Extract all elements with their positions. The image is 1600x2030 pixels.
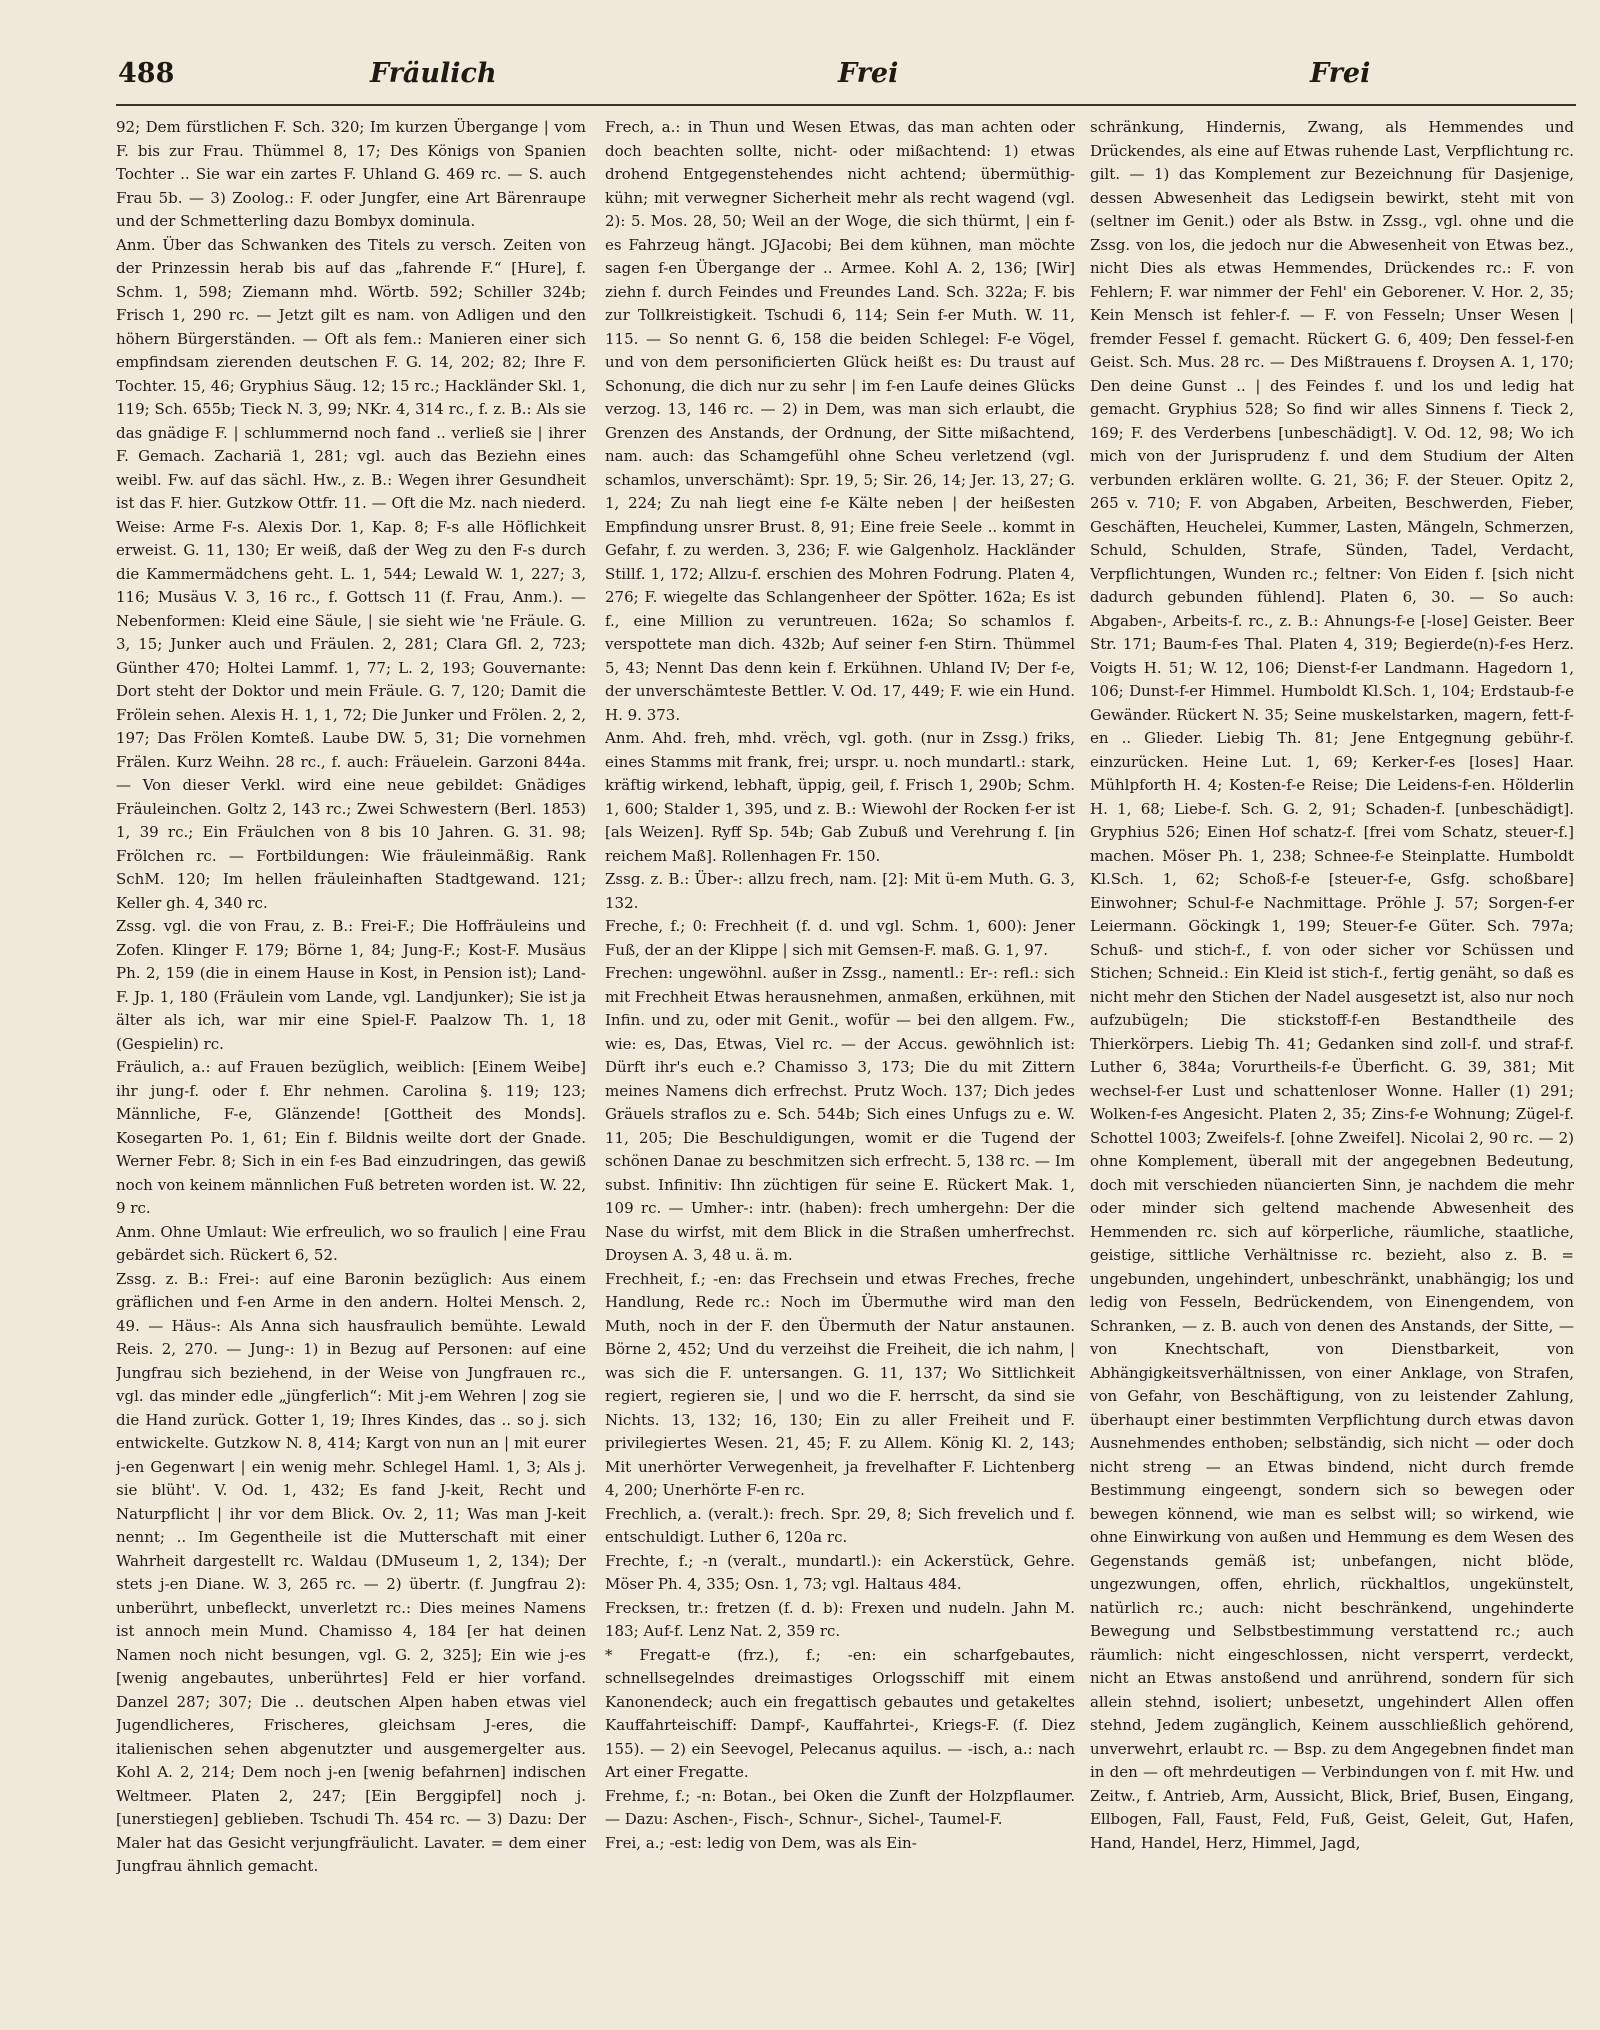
entry-paragraph: Zssg. vgl. die von Frau, z. B.: Frei-F.; Die Hoffräuleins und Zofen. Klinger F. 179; Börne 1, 84; Jung-F.; Kost-F. Musäus Ph. 2, 159 (die in einem Hause in Kost, in Pension ist); Land-F. Jp. 1, 180 (Fräulein vom Lande, vgl. Landjunker); Sie ist ja älter als ich, war mir eine Spiel-F. Paalzow Th. 1, 18 (Gespielin) rc. — [116, 917, 586, 1053]
entry-paragraph: Frecksen, tr.: fretzen (f. d. b): Frexen und nudeln. Jahn M. 183; Auf-f. Lenz Nat. 2, 359 rc. — [605, 1598, 1075, 1640]
entry-paragraph: * Fregatt-e (frz.), f.; -en: ein scharfgebautes, schnellsegelndes dreimastiges Orlogsschiff mit einem Kanonendeck; auch ein fregattisch gebautes und getakeltes Kauffahrteischiff: Dampf-, Kauffahrtei-, Kriegs-F. (f. Diez 155). — 2) ein Seevogel, Pelecanus aquilus. — -isch, a.: nach Art einer Fregatte. — [605, 1645, 1075, 1781]
header-rule — [116, 104, 1576, 106]
entry-paragraph: Zssg. z. B.: Frei-: auf eine Baronin bezüglich: Aus einem gräflichen und f-en Arme in den andern. Holtei Mensch. 2, 49. — Häus-: Als Anna sich hausfraulich bemühte. Lewald Reis. 2, 270. — Jung-: 1) in Bezug auf Personen: auf eine Jungfrau sich beziehend, in der Weise von Jungfrauen rc., vgl. das minder edle „jüngferlich“: Mit j-em Wehren | zog sie die Hand zurück. Gotter 1, 19; Ihres Kindes, das .. so j. sich entwickelte. Gutzkow N. 8, 414; Kargt von nun an | mit eurer j-en Gegenwart | ein wenig mehr. Schlegel Haml. 1, 3; Als j. sie blüht'. V. Od. 1, 432; Es fand J-keit, Recht und Naturpflicht | ihr vor dem Blick. Ov. 2, 11; Was man J-keit nennt; .. Im Gegentheile ist die Mutterschaft mit einer Wahrheit dargestellt rc. Waldau (DMuseum 1, 2, 134); Der stets j-en Diane. W. 3, 265 rc. — 2) übertr. (f. Jungfrau 2): unberührt, unbefleckt, unverletzt rc.: Dies meines Namens ist annoch mein Mund. Chamisso 4, 184 [er hat deinen Namen noch nicht besungen, vgl. G. 2, 325]; Ein wie j-es [wenig angebautes, unberührtes] Feld er hier vorfand. Danzel 287; 307; Die .. deutschen Alpen haben etwas viel Jugendlicheres, Frischeres, gleichsam J-eres, die italienischen sehen abgenutzter und ausgemergelter aus. Kohl A. 2, 214; Dem noch j-en [wenig befahrnen] indischen Weltmeer. Platen 2, 247; [Ein Berggipfel] noch j. [unerstiegen] geblieben. Tschudi Th. 454 rc. — 3) Dazu: Der Maler hat das Gesicht verjungfräulicht. Lavater. = dem einer Jungfrau ähnlich gemacht. — [116, 1269, 586, 1875]
entry-paragraph: Frechheit, f.; -en: das Frechsein und etwas Freches, freche Handlung, Rede rc.: Noch im Übermuthe wird man den Muth, noch in der F. den Übermuth der Natur anstaunen. Börne 2, 452; Und du verzeihst die Freiheit, die ich nahm, | was sich die F. untersangen. G. 11, 137; Wo Sittlichkeit regiert, regieren sie, | und wo die F. herrscht, da sind sie Nichts. 13, 132; 16, 130; Ein zu aller Freiheit und F. privilegiertes Wesen. 21, 45; F. zu Allem. König Kl. 2, 143; Mit unerhörter Verwegenheit, ja frevelhafter F. Lichtenberg 4, 200; Unerhörte F-en rc. — [605, 1269, 1075, 1499]
entry-paragraph: Frei, a.; -est: ledig von Dem, was als Ein- — [605, 1833, 917, 1852]
entry-paragraph: Freche, f.; 0: Frechheit (f. d. und vgl. Schm. 1, 600): Jener Fuß, der an der Klippe | sich mit Gemsen-F. maß. G. 1, 97. — [605, 917, 1075, 959]
column-middle — [605, 116, 1075, 2006]
entry-paragraph: Frehme, f.; -n: Botan., bei Oken die Zunft der Holzpflaumer. — Dazu: Aschen-, Fisch-, Schnur-, Sichel-, Taumel-F. — [605, 1786, 1075, 1828]
entry-paragraph: Anm. Ohne Umlaut: Wie erfreulich, wo so fraulich | eine Frau gebärdet sich. Rückert 6, 52. — [116, 1222, 586, 1264]
page-number: 488 — [118, 58, 175, 89]
entry-paragraph: Zssg. z. B.: Über-: allzu frech, nam. [2]: Mit ü-em Muth. G. 3, 132. — [605, 870, 1075, 912]
column-left — [116, 116, 586, 2006]
entry-paragraph: Anm. Über das Schwanken des Titels zu versch. Zeiten von der Prinzessin herab bis auf das „fahrende F.“ [Hure], f. Schm. 1, 598; Ziemann mhd. Wörtb. 592; Schiller 324b; Frisch 1, 290 rc. — Jetzt gilt es nam. von Adligen und den höhern Bürgerständen. — Oft als fem.: Manieren einer sich empfindsam zierenden deutschen F. G. 14, 202; 82; Ihre F. Tochter. 15, 46; Gryphius Säug. 12; 15 rc.; Hackländer Skl. 1, 119; Sch. 655b; Tieck N. 3, 99; NKr. 4, 314 rc., f. z. B.: Als sie das gnädige F. | schlummernd noch fand .. verließ sie | ihrer F. Gemach. Zachariä 1, 281; vgl. auch das Beziehn eines weibl. Fw. auf das sächl. Hw., z. B.: Wegen ihrer Gesundheit ist das F. hier. Gutzkow Ottfr. 11. — Oft die Mz. nach niederd. Weise: Arme F-s. Alexis Dor. 1, Kap. 8; F-s alle Höflichkeit erweist. G. 11, 130; Er weiß, daß der Weg zu den F-s durch die Kammermädchens geht. L. 1, 544; Lewald W. 1, 227; 3, 116; Musäus V. 3, 16 rc., f. Gottsch 11 (f. Frau, Anm.). — Nebenformen: Kleid eine Säule, | sie sieht wie 'ne Fräule. G. 3, 15; Junker auch und Fräulen. 2, 281; Clara Gfl. 2, 723; Günther 470; Holtei Lammf. 1, 77; L. 2, 193; Gouvernante: Dort steht der Doktor und mein Fräule. G. 7, 120; Damit die Frölein sehen. Alexis H. 1, 1, 72; Die Junker und Frölen. 2, 2, 197; Das Frölen Komteß. Laube DW. 5, 31; Die vornehmen Frälen. Kurz Weihn. 28 rc., f. auch: Fräuelein. Garzoni 844a. — Von dieser Verkl. wird eine neue gebildet: Gnädiges Fräuleinchen. Goltz 2, 143 rc.; Zwei Schwestern (Berl. 1853) 1, 39 rc.; Ein Fräulchen von 8 bis 10 Jahren. G. 31. 98; Frölchen rc. — Fortbildungen: Wie fräuleinmäßig. Rank SchM. 120; Im hellen fräuleinhaften Stadtgewand. 121; Keller gh. 4, 340 rc. — [116, 235, 586, 912]
entry-paragraph: schränkung, Hindernis, Zwang, als Hemmendes und Drückendes, als eine auf Etwas ruhende Last, Verpflichtung rc. gilt. — 1) das Komplement zur Bezeichnung für Dasjenige, dessen Abwesenheit das Ledigsein bewirkt, steht mit von (seltner im Genit.) oder als Bstw. in Zssg., vgl. ohne und die Zssg. von los, die jedoch nur die Abwesenheit von Etwas bez., nicht Dies als etwas Hemmendes, Drückendes rc.: F. von Fehlern; F. war nimmer der Fehl' ein Geborener. V. Hor. 2, 35; Kein Mensch ist fehler-f. — F. von Fesseln; Unser Wesen | fremder Fessel f. gemacht. Rückert G. 6, 409; Den fessel-f-en Geist. Sch. Mus. 28 rc. — Des Mißtrauens f. Droysen A. 1, 170; Den deine Gunst .. | des Feindes f. und los und ledig hat gemacht. Gryphius 528; So find wir alles Sinnens f. Tieck 2, 169; F. des Verderbens [unbeschädigt]. V. Od. 12, 98; Wo ich mich von der Jurisprudenz f. und dem Studium der Alten verbunden erklären wollte. G. 21, 36; F. der Steuer. Opitz 2, 265 v. 710; F. von Abgaben, Arbeiten, Beschwerden, Fieber, Geschäften, Heuchelei, Kummer, Lasten, Mängeln, Schmerzen, Schuld, Schulden, Strafe, Sünden, Tadel, Verdacht, Verpflichtungen, Wunden rc.; feltner: Von Eiden f. [sich nicht dadurch gebunden fühlend]. Platen 6, 30. — So auch: Abgaben-, Arbeits-f. rc., z. B.: Ahnungs-f-e [-lose] Geister. Beer Str. 171; Baum-f-es Thal. Platen 4, 319; Begierde(n)-f-es Herz. Voigts H. 51; W. 12, 106; Dienst-f-er Landmann. Hagedorn 1, 106; Dunst-f-er Himmel. Humboldt Kl.Sch. 1, 104; Erdstaub-f-e Gewänder. Rückert N. 35; Seine muskelstarken, magern, fett-f-en .. Glieder. Liebig Th. 81; Jene Entgegnung gebühr-f. einzurücken. Heine Lut. 1, 69; Kerker-f-es [loses] Haar. Mühlpforth H. 4; Kosten-f-e Reise; Die Leidens-f-en. Hölderlin H. 1, 68; Liebe-f. Sch. G. 2, 91; Schaden-f. [unbeschädigt]. Gryphius 526; Einen Hof schatz-f. [frei vom Schatz, steuer-f.] machen. Möser Ph. 1, 238; Schnee-f-e Steinplatte. Humboldt Kl.Sch. 1, 62; Schoß-f-e [steuer-f-e, Gsfg. schoßbare] Einwohner; Schul-f-e Nachmittage. Pröhle J. 57; Sorgen-f-er Leiermann. Göckingk 1, 199; Steuer-f-e Güter. Sch. 797a; Schuß- und stich-f., f. von oder sicher vor Schüssen und Stichen; Schneid.: Ein Kleid ist stich-f., fertig genäht, so daß es nicht mehr den Stichen der Nadel ausgesetzt ist, also nur noch aufzubügeln; Die stickstoff-f-en Bestandtheile des Thierkörpers. Liebig Th. 41; Gedanken sind zoll-f. und straf-f. Luther 6, 384a; Vorurtheils-f-e Überficht. G. 39, 381; Mit wechsel-f-er Lust und schattenloser Wonne. Haller (1) 291; Wolken-f-es Angesicht. Platen 2, 35; Zins-f-e Wohnung; Zügel-f. Schottel 1003; Zweifels-f. [ohne Zweifel]. Nicolai 2, 90 rc. — 2) ohne Komplement, überall mit der angegebnen Bedeutung, doch mit verschieden nüancierten Sinn, je nachdem die mehr oder minder sich geltend machende Abwesenheit des Hemmenden rc. sich auf körperliche, räumliche, staatliche, geistige, sittliche Verhältnisse rc. bezieht, also z. B. = ungebunden, ungehindert, unbeschränkt, unabhängig; los und ledig von Fesseln, Bedrückendem, von Einengendem, von Schranken, — z. B. auch von denen des Anstands, der Sitte, — von Knechtschaft, von Dienstbarkeit, von Abhängigkeitsverhältnissen, von einer Anklage, von Strafen, von Gefahr, von Beschäftigung, von zu leistender Zahlung, überhaupt einer bestimmten Verpflichtung durch etwas davon Ausnehmendes enthoben; selbständig, sich nicht — oder doch nicht streng — an Etwas bindend, nicht durch fremde Bestimmung eingeengt, sondern sich so bewegen oder bewegen könnend, wie man es selbst will; so wirkend, wie ohne Einwirkung von außen und Hemmung es dem Wesen des Gegenstands gemäß ist; unbefangen, nicht blöde, ungezwungen, offen, ehrlich, rückhaltlos, ungekünstelt, natürlich rc.; auch: nicht beschränkend, ungehinderte Bewegung und Selbstbestimmung verstattend rc.; auch räumlich: nicht eingeschlossen, nicht versperrt, verdeckt, nicht an Etwas anstoßend und anrührend, sondern für sich allein stehnd, isoliert; unbesetzt, ungehindert Allen offen stehnd, Jedem zugänglich, Keinem ausschließlich gehörend, unverwehrt, erlaubt rc. — Bsp. zu dem Angegebnen findet man in den — oft mehrdeutigen — Verbindungen von f. mit Hw. und Zeitw., f. Antrieb, Arm, Aussicht, Blick, Brief, Busen, Eingang, Ellbogen, Fall, Faust, Feld, Fuß, Geist, Geleit, Gut, Hafen, Hand, Handel, Herz, Himmel, Jagd, — [1090, 118, 1574, 1852]
entry-paragraph: Fräulich, a.: auf Frauen bezüglich, weiblich: [Einem Weibe] ihr jung-f. oder f. Ehr nehmen. Carolina §. 119; 123; Männliche, F-e, Glänzende! [Gottheit des Monds]. Kosegarten Po. 1, 61; Ein f. Bildnis weilte dort der Gnade. Werner Febr. 8; Sich in ein f-es Bad einzudringen, das gewiß noch von keinem männlichen Fuß betreten worden ist. W. 22, 9 rc. — [116, 1058, 586, 1217]
left-headword: Fräulich — [370, 58, 497, 89]
right-headword: Frei — [1310, 58, 1371, 89]
middle-headword: Frei — [838, 58, 899, 89]
column-right — [1090, 116, 1574, 2006]
entry-paragraph: Anm. Ahd. freh, mhd. vrëch, vgl. goth. (nur in Zssg.) friks, eines Stamms mit frank, frei; urspr. u. noch mundartl.: stark, kräftig wirkend, lebhaft, üppig, geil, f. Frisch 1, 290b; Schm. 1, 600; Stalder 1, 395, und z. B.: Wiewohl der Rocken f-er ist [als Weizen]. Ryff Sp. 54b; Gab Zubuß und Verehrung f. [in reichem Maß]. Rollenhagen Fr. 150. — [605, 729, 1075, 865]
entry-paragraph: Frechte, f.; -n (veralt., mundartl.): ein Ackerstück, Gehre. Möser Ph. 4, 335; Osn. 1, 73; vgl. Haltaus 484. — [605, 1551, 1075, 1593]
entry-paragraph: 92; Dem fürstlichen F. Sch. 320; Im kurzen Übergange | vom F. bis zur Frau. Thümmel 8, 17; Des Königs von Spanien Tochter .. Sie war ein zartes F. Uhland G. 469 rc. — S. auch Frau 5b. — 3) Zoolog.: F. oder Jungfer, eine Art Bärenraupe und der Schmetterling dazu Bombyx dominula. — [116, 118, 586, 230]
entry-paragraph: Frechen: ungewöhnl. außer in Zssg., namentl.: Er-: refl.: sich mit Frechheit Etwas herausnehmen, anmaßen, erkühnen, mit Infin. und zu, oder mit Genit., wofür — bei den allgem. Fw., wie: es, Das, Etwas, Viel rc. — der Accus. gewöhnlich ist: Dürft ihr's euch e.? Chamisso 3, 173; Die du mit Zittern meines Namens dich erfrechst. Prutz Woch. 137; Dich jedes Gräuels straflos zu e. Sch. 544b; Sich eines Unfugs zu e. W. 11, 205; Die Beschuldigungen, womit er die Tugend der schönen Danae zu beschmitzen sich erfrecht. 5, 138 rc. — Im subst. Infinitiv: Ihn züchtigen für seine E. Rückert Mak. 1, 109 rc. — Umher-: intr. (haben): frech umhergehn: Der die Nase du wirfst, mit dem Blick in die Straßen umherfrechst. Droysen A. 3, 48 u. ä. m. — [605, 964, 1075, 1264]
page-header — [0, 58, 1600, 98]
entry-paragraph: Frech, a.: in Thun und Wesen Etwas, das man achten oder doch beachten sollte, nicht- oder mißachtend: 1) etwas drohend Entgegenstehendes nicht achtend; übermüthig-kühn; mit verwegner Sicherheit mehr als recht wagend (vgl. 2): 5. Mos. 28, 50; Weil an der Woge, die sich thürmt, | ein f-es Fahrzeug hängt. JGJacobi; Bei dem kühnen, man möchte sagen f-en Übergange der .. Armee. Kohl A. 2, 136; [Wir] ziehn f. durch Feindes und Freundes Land. Sch. 322a; F. bis zur Tollkreistigkeit. Tschudi 6, 114; Sein f-er Muth. W. 11, 115. — So nennt G. 6, 158 die beiden Schlegel: F-e Vögel, und von dem personificierten Glück heißt es: Du traust auf Schonung, die dich nur zu sehr | im f-en Laufe deines Glücks verzog. 13, 146 rc. — 2) in Dem, was man sich erlaubt, die Grenzen des Anstands, der Ordnung, der Sitte mißachtend, nam. auch: das Schamgefühl ohne Scheu verletzend (vgl. schamlos, unverschämt): Spr. 19, 5; Sir. 26, 14; Jer. 13, 27; G. 1, 224; Zu nah liegt eine f-e Kälte neben | der heißesten Empfindung unsrer Brust. 8, 91; Eine freie Seele .. kommt in Gefahr, f. zu werden. 3, 236; F. wie Galgenholz. Hackländer Stillf. 1, 172; Allzu-f. erschien des Mohren Fodrung. Platen 4, 276; F. wiegelte das Schlangenheer der Spötter. 162a; Es ist f., eine Million zu veruntreuen. 162a; So schamlos f. verspottete man dich. 432b; Auf seiner f-en Stirn. Thümmel 5, 43; Nennt Das denn kein f. Erkühnen. Uhland IV; Der f-e, der unverschämteste Bettler. V. Od. 17, 449; F. wie ein Hund. H. 9. 373. — [605, 118, 1075, 724]
entry-paragraph: Frechlich, a. (veralt.): frech. Spr. 29, 8; Sich frevelich und f. entschuldigt. Luther 6, 120a rc. — [605, 1504, 1075, 1546]
